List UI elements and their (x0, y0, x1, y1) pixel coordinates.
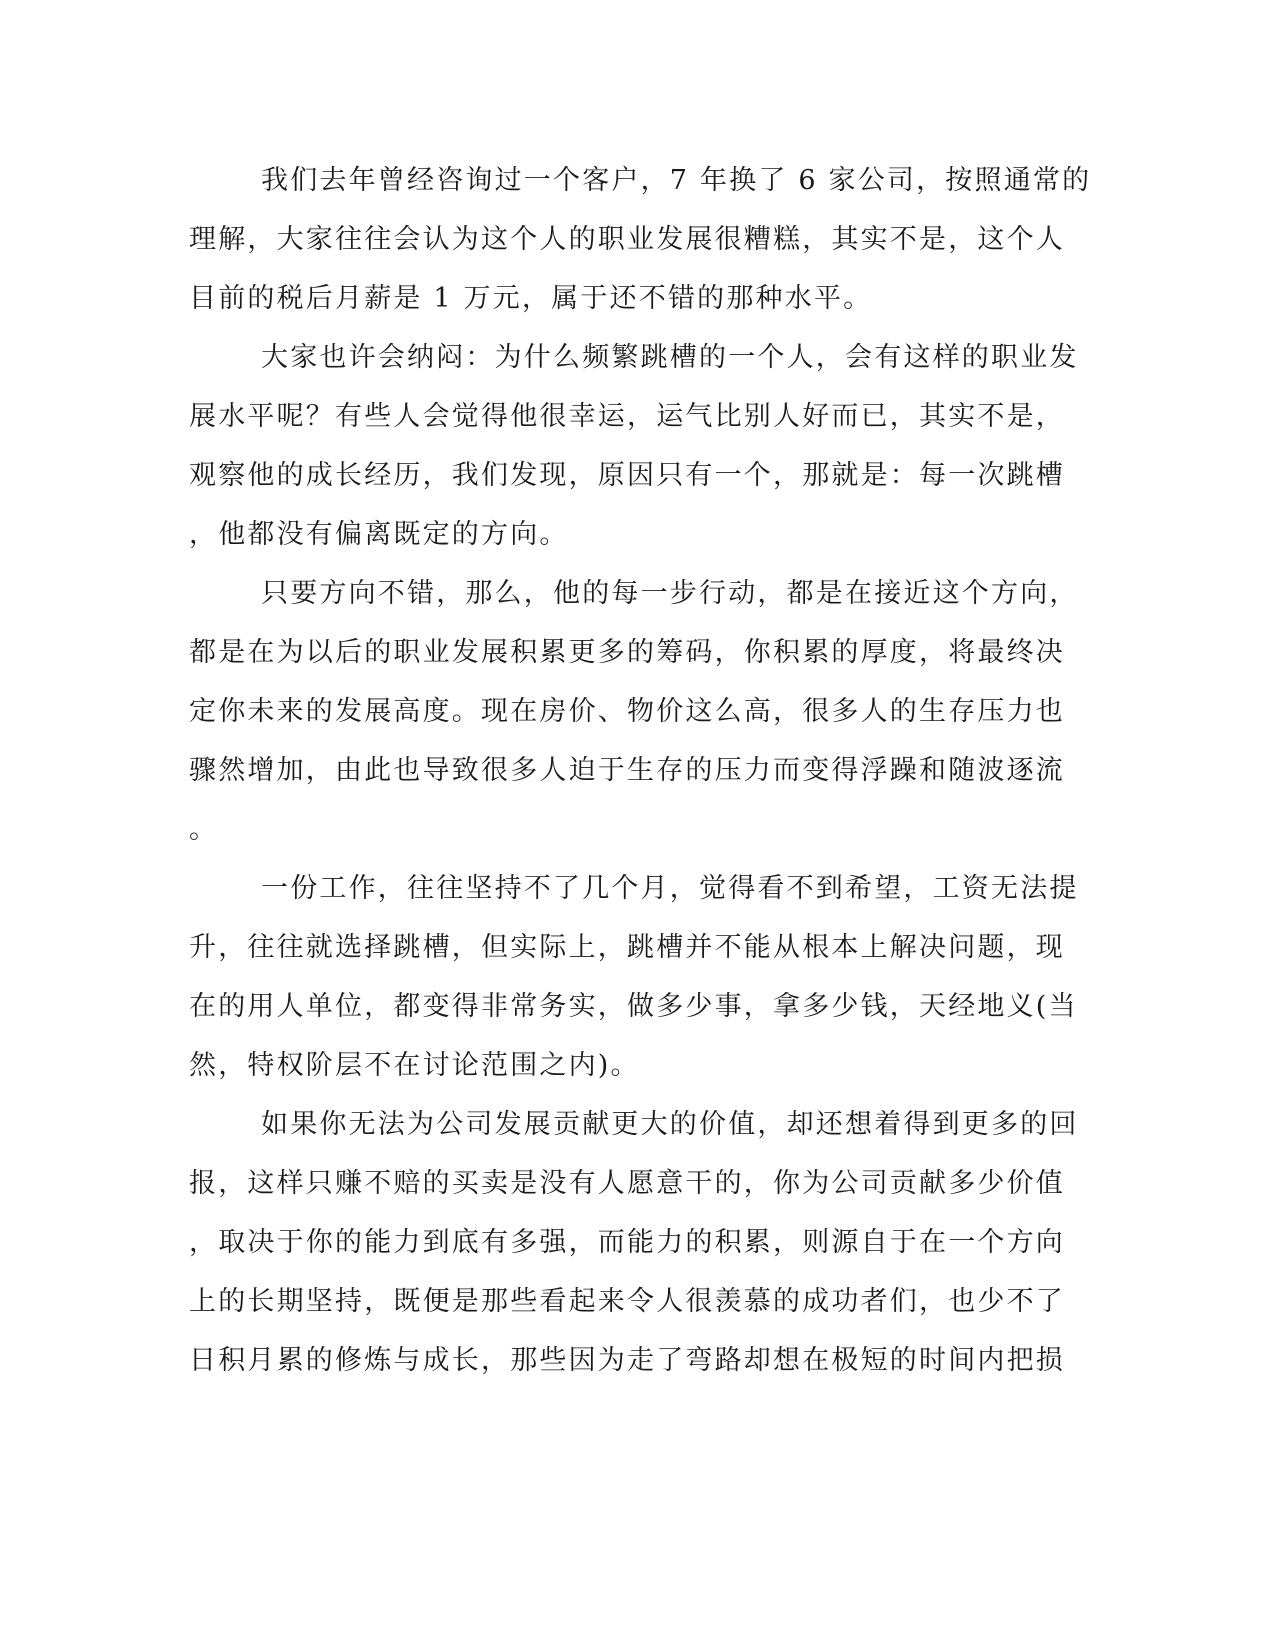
paragraph-5-line-4: 上的长期坚持，既便是那些看起来令人很羡慕的成功者们，也少不了 (189, 1286, 1065, 1317)
paragraph-3-line-3: 定你未来的发展高度。现在房价、物价这么高，很多人的生存压力也 (189, 696, 1065, 727)
paragraph-4-line-4: 然，特权阶层不在讨论范围之内)。 (189, 1050, 640, 1081)
paragraph-2-line-1: 大家也许会纳闷：为什么频繁跳槽的一个人，会有这样的职业发 (261, 342, 1079, 373)
paragraph-3-line-4: 骤然增加，由此也导致很多人迫于生存的压力而变得浮躁和随波逐流 (189, 755, 1065, 786)
paragraph-1-line-1: 我们去年曾经咨询过一个客户，7 年换了 6 家公司，按照通常的 (261, 165, 1092, 196)
paragraph-5-line-3: ，取决于你的能力到底有多强，而能力的积累，则源自于在一个方向 (189, 1227, 1065, 1258)
paragraph-5-line-5: 日积月累的修炼与成长，那些因为走了弯路却想在极短的时间内把损 (189, 1345, 1065, 1376)
paragraph-2-line-2: 展水平呢？有些人会觉得他很幸运，运气比别人好而已，其实不是， (189, 401, 1065, 432)
paragraph-5-line-2: 报，这样只赚不赔的买卖是没有人愿意干的，你为公司贡献多少价值 (189, 1168, 1065, 1199)
paragraph-1-line-2: 理解，大家往往会认为这个人的职业发展很糟糕，其实不是，这个人 (189, 224, 1065, 255)
paragraph-2-line-4: ，他都没有偏离既定的方向。 (189, 519, 569, 550)
paragraph-4-line-1: 一份工作，往往坚持不了几个月，觉得看不到希望，工资无法提 (261, 873, 1079, 904)
paragraph-3-line-5: 。 (189, 814, 219, 845)
paragraph-5-line-1: 如果你无法为公司发展贡献更大的价值，却还想着得到更多的回 (261, 1109, 1079, 1140)
paragraph-3-line-2: 都是在为以后的职业发展积累更多的筹码，你积累的厚度，将最终决 (189, 637, 1065, 668)
paragraph-2-line-3: 观察他的成长经历，我们发现，原因只有一个，那就是：每一次跳槽 (189, 460, 1065, 491)
paragraph-4-line-3: 在的用人单位，都变得非常务实，做多少事，拿多少钱，天经地义(当 (189, 991, 1078, 1022)
paragraph-4-line-2: 升，往往就选择跳槽，但实际上，跳槽并不能从根本上解决问题，现 (189, 932, 1065, 963)
paragraph-3-line-1: 只要方向不错，那么，他的每一步行动，都是在接近这个方向， (261, 578, 1079, 609)
paragraph-1-line-3: 目前的税后月薪是 1 万元，属于还不错的那种水平。 (189, 283, 873, 314)
